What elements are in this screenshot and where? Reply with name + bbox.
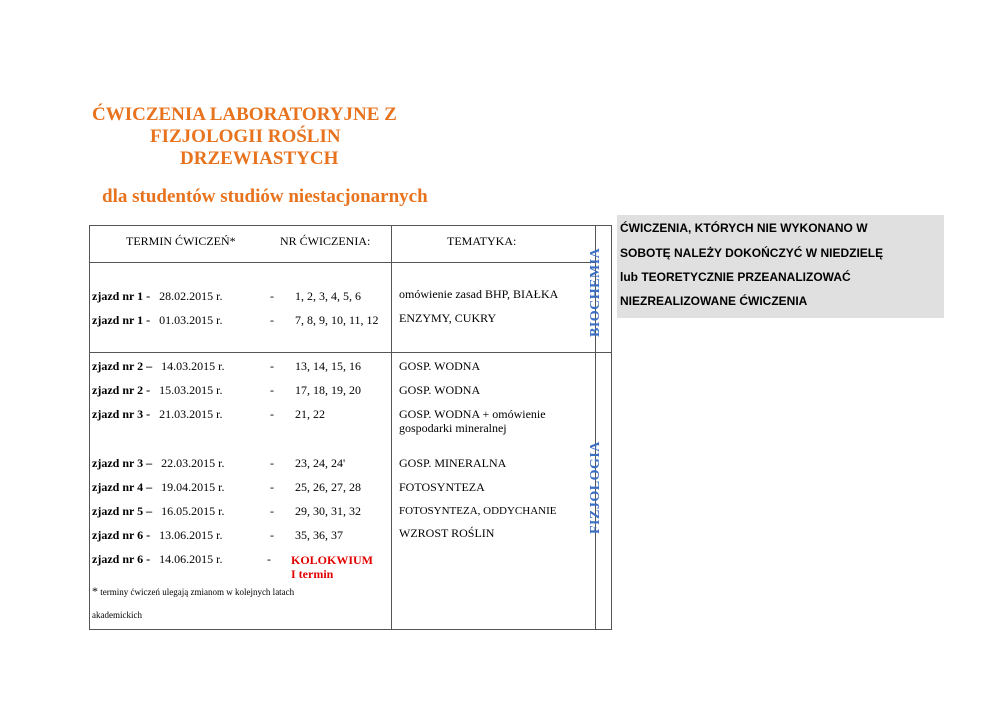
column-divider [391, 226, 392, 629]
dash: - [270, 383, 274, 397]
exercise-numbers: 23, 24, 24' [295, 456, 346, 470]
notice-box [617, 215, 944, 318]
table-row: zjazd nr 2 - 15.03.2015 r. [92, 383, 223, 397]
exercise-numbers: 35, 36, 37 [295, 528, 343, 542]
header-nr: NR ĆWICZENIA: [280, 234, 371, 248]
table-row: zjazd nr 6 - 14.06.2015 r. [92, 552, 223, 566]
table-row: zjazd nr 6 - 13.06.2015 r. [92, 528, 223, 542]
kolokwium-term: I termin [291, 567, 334, 581]
kolokwium-label: KOLOKWIUM [291, 553, 374, 567]
exercise-numbers: 25, 26, 27, 28 [295, 480, 361, 494]
topic: GOSP. MINERALNA [399, 456, 507, 470]
table-row: zjazd nr 3 - 21.03.2015 r. [92, 407, 223, 421]
topic: FOTOSYNTEZA, ODDYCHANIE [399, 505, 557, 517]
topic: ENZYMY, CUKRY [399, 311, 497, 325]
exercise-numbers: 17, 18, 19, 20 [295, 383, 361, 397]
dash: - [270, 289, 274, 303]
dash: - [270, 407, 274, 421]
header-tematyka: TEMATYKA: [447, 234, 517, 248]
section-divider [90, 352, 611, 353]
exercise-numbers: 1, 2, 3, 4, 5, 6 [295, 289, 361, 303]
notice-line-3: lub TEORETYCZNIE PRZEANALIZOWAĆ [620, 270, 851, 284]
document-title [92, 104, 472, 170]
exercise-numbers: 7, 8, 9, 10, 11, 12 [295, 313, 379, 327]
table-row: zjazd nr 2 – 14.03.2015 r. [92, 359, 225, 373]
header-termin: TERMIN ĆWICZEŃ* [126, 234, 236, 248]
title-line-3: DRZEWIASTYCH [180, 148, 339, 169]
title-line-2: FIZJOLOGII ROŚLIN [150, 126, 341, 147]
notice-line-1: ĆWICZENIA, KTÓRYCH NIE WYKONANO W [620, 221, 868, 235]
biochemia-label: BIOCHEMIA [588, 247, 603, 337]
dash: - [267, 552, 271, 566]
table-row: zjazd nr 1 - 01.03.2015 r. [92, 313, 223, 327]
title-line-1: ĆWICZENIA LABORATORYJNE Z [92, 104, 397, 125]
dash: - [270, 504, 274, 518]
dash: - [270, 456, 274, 470]
exercise-numbers: 29, 30, 31, 32 [295, 504, 361, 518]
schedule-table [89, 225, 612, 630]
topic: GOSP. WODNA + omówienie gospodarki mineralnej [399, 407, 546, 435]
dash: - [270, 313, 274, 327]
topic: GOSP. WODNA [399, 383, 481, 397]
table-row: zjazd nr 3 – 22.03.2015 r. [92, 456, 225, 470]
exercise-numbers: 13, 14, 15, 16 [295, 359, 361, 373]
notice-line-4: NIEZREALIZOWANE ĆWICZENIA [620, 294, 808, 308]
table-row: zjazd nr 5 – 16.05.2015 r. [92, 504, 225, 518]
topic: omówienie zasad BHP, BIAŁKA [399, 287, 559, 301]
footnote [92, 585, 294, 598]
dash: - [270, 359, 274, 373]
topic: WZROST ROŚLIN [399, 526, 495, 540]
footnote-line-2: akademickich [92, 610, 142, 620]
header-divider [90, 262, 595, 263]
topic: GOSP. WODNA [399, 359, 481, 373]
dash: - [270, 480, 274, 494]
footnote-line-1: terminy ćwiczeń ulegają zmianom w kolejnych latach [100, 587, 295, 597]
dash: - [270, 528, 274, 542]
topic: FOTOSYNTEZA [399, 480, 485, 494]
notice-line-2: SOBOTĘ NALEŻY DOKOŃCZYĆ W NIEDZIELĘ [620, 246, 884, 260]
table-row: zjazd nr 4 – 19.04.2015 r. [92, 480, 225, 494]
table-row: zjazd nr 1 - 28.02.2015 r. [92, 289, 223, 303]
footnote-star: * [92, 584, 98, 598]
exercise-numbers: 21, 22 [295, 407, 325, 421]
fizjologia-label: FIZJOLOGIA [588, 441, 603, 534]
document-subtitle: dla studentów studiów niestacjonarnych [102, 186, 428, 207]
